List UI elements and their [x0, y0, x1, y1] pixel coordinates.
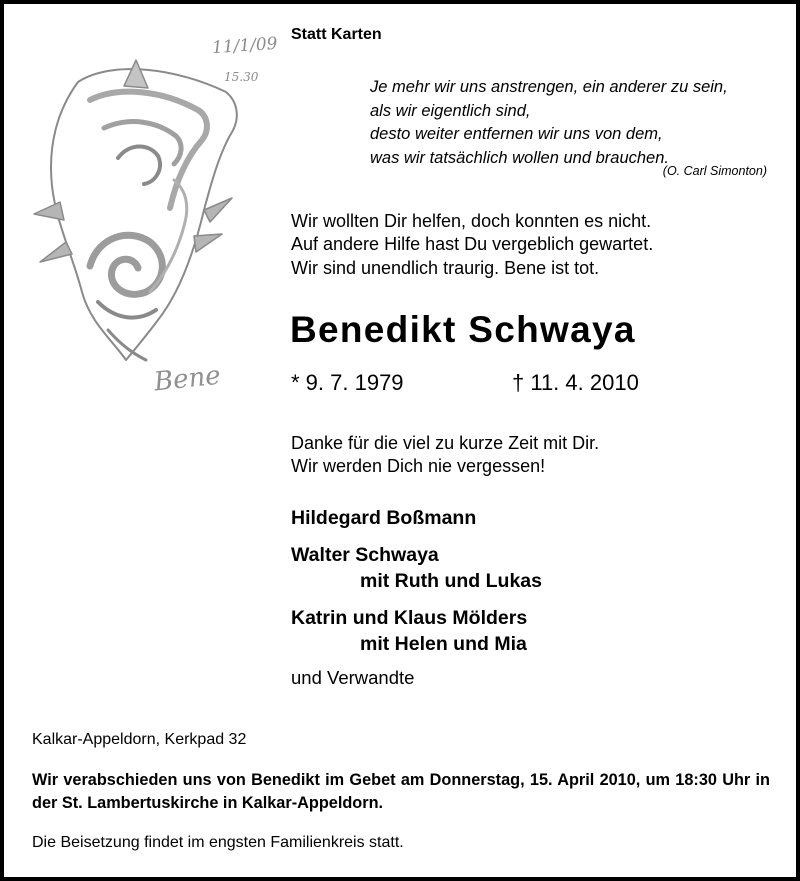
burial-note: Die Beisetzung findet im engsten Familienkreis statt.	[32, 834, 404, 851]
artist-signature: Bene	[152, 360, 223, 398]
intro-line: Wir sind unendlich traurig. Bene ist tot.	[291, 257, 600, 278]
family-member: Katrin und Klaus Mölders	[291, 607, 528, 629]
intro-line: Auf andere Hilfe hast Du vergeblich gewartet.	[291, 234, 654, 255]
family-address: Kalkar-Appeldorn, Kerkpad 32	[32, 731, 247, 748]
handwritten-time: 15.30	[224, 70, 259, 84]
service-announcement: Wir verabschieden uns von Benedikt im Gebet am Donnerstag, 15. April 2010, um 18:30 Uhr in der St. Lambertuskirche in Kalkar-Appeldorn.	[32, 771, 770, 812]
quote-line: als wir eigentlich sind,	[370, 101, 531, 120]
statt-karten-heading: Statt Karten	[291, 26, 382, 43]
intro-line: Wir wollten Dir helfen, doch konnten es nicht.	[291, 211, 652, 231]
family-member: Hildegard Boßmann	[291, 507, 477, 529]
birth-date: * 9. 7. 1979	[291, 370, 404, 395]
family-member: Walter Schwaya	[291, 544, 439, 566]
quote-line: was wir tatsächlich wollen und brauchen.	[370, 148, 669, 167]
deceased-name: Benedikt Schwaya	[290, 309, 636, 350]
intro-text	[291, 210, 653, 280]
thanks-line: Danke für die viel zu kurze Zeit mit Dir.	[291, 433, 600, 453]
family-member-sub: mit Ruth und Lukas	[360, 570, 542, 592]
family-member-sub: mit Helen und Mia	[360, 633, 527, 655]
thanks-text	[291, 432, 599, 479]
quote-attribution: (O. Carl Simonton)	[662, 164, 767, 178]
relatives-line: und Verwandte	[291, 667, 415, 688]
quote-block	[370, 76, 728, 170]
thanks-line: Wir werden Dich nie vergessen!	[291, 456, 546, 477]
death-date: † 11. 4. 2010	[512, 370, 639, 395]
handwritten-date: 11/1/09	[211, 33, 279, 59]
quote-line: Je mehr wir uns anstrengen, ein anderer zu sein,	[370, 78, 728, 96]
quote-line: desto weiter entfernen wir uns von dem,	[370, 125, 663, 143]
tribal-tattoo-sketch	[26, 30, 288, 410]
